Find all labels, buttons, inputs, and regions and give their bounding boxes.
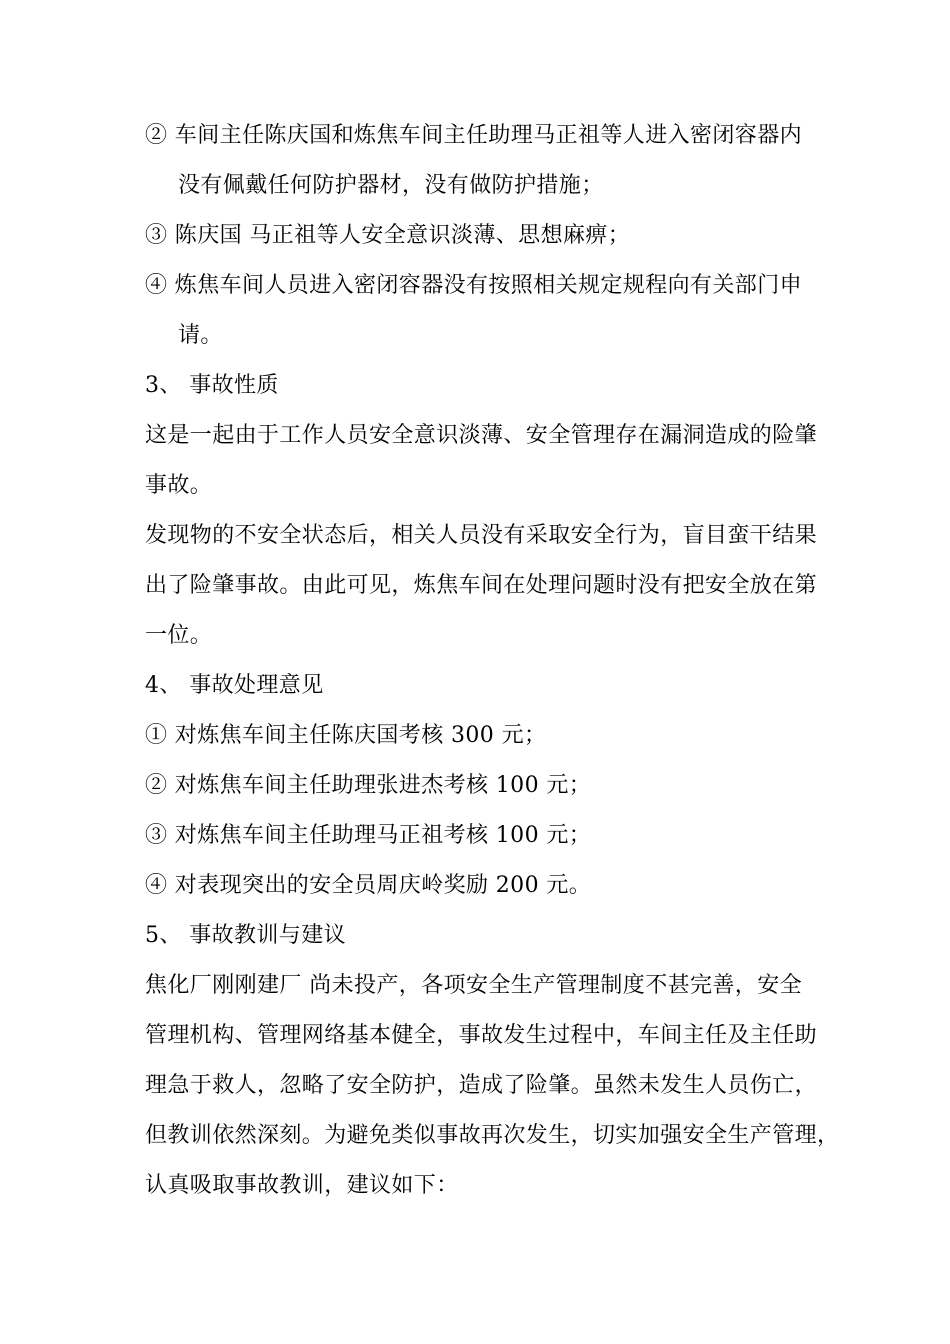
paragraph-line: 但教训依然深刻。为避免类似事故再次发生，切实加强安全生产管理， [145,1123,840,1148]
paragraph-line: 焦化厂刚刚建厂 尚未投产，各项安全生产管理制度不甚完善，安全 [145,973,802,998]
cause-item-2-continued: 没有佩戴任何防护器材，没有做防护措施； [178,173,604,198]
paragraph-line: 出了险肇事故。由此可见，炼焦车间在处理问题时没有把安全放在第 [145,573,818,598]
handling-item-2: ② 对炼焦车间主任助理张进杰考核 100 元； [145,773,592,798]
handling-item-3: ③ 对炼焦车间主任助理马正祖考核 100 元； [145,823,592,848]
handling-item-4: ④ 对表现突出的安全员周庆岭奖励 200 元。 [145,873,592,898]
paragraph-line: 管理机构、管理网络基本健全，事故发生过程中，车间主任及主任助 [145,1023,818,1048]
paragraph-line: 理急于救人，忽略了安全防护，造成了险肇。虽然未发生人员伤亡， [145,1073,818,1098]
section-heading-handling-opinion: 4、 事故处理意见 [145,673,324,698]
handling-item-1: ① 对炼焦车间主任陈庆国考核 300 元； [145,723,547,748]
paragraph-line: 这是一起由于工作人员安全意识淡薄、安全管理存在漏洞造成的险肇 [145,423,818,448]
cause-item-2: ② 车间主任陈庆国和炼焦车间主任助理马正祖等人进入密闭容器内 [145,123,802,148]
paragraph-line: 事故。 [145,473,213,498]
cause-item-4-continued: 请。 [178,323,223,348]
paragraph-line: 认真吸取事故教训，建议如下： [145,1173,459,1198]
paragraph-line: 一位。 [145,623,213,648]
cause-item-4: ④ 炼焦车间人员进入密闭容器没有按照相关规定规程向有关部门申 [145,273,802,298]
cause-item-3: ③ 陈庆国 马正祖等人安全意识淡薄、思想麻痹； [145,223,631,248]
paragraph-line: 发现物的不安全状态后，相关人员没有采取安全行为，盲目蛮干结果 [145,523,818,548]
section-heading-lessons: 5、 事故教训与建议 [145,923,346,948]
section-heading-accident-nature: 3、 事故性质 [145,373,279,398]
